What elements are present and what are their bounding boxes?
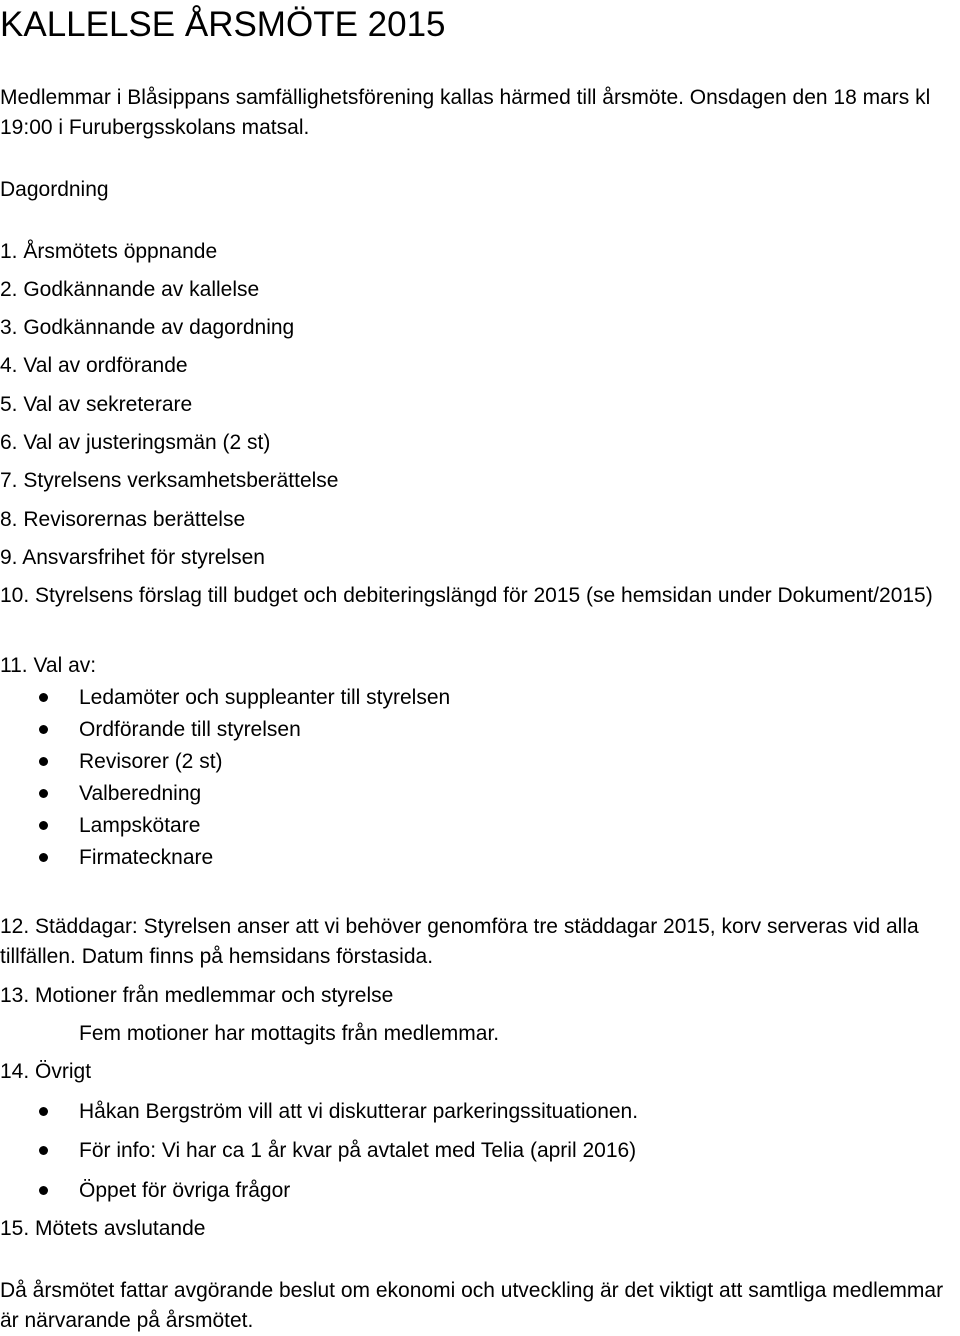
closing-paragraph: Då årsmötet fattar avgörande beslut om ekonomi och utveckling är det viktigt att samtliga medlemmar är närvarande på årsmötet. [0,1279,944,1332]
bullet-icon [39,853,48,862]
agenda-item-9: 9. Ansvarsfrihet för styrelsen [0,546,265,569]
agenda-item-2: 2. Godkännande av kallelse [0,278,260,301]
agenda-item-5: 5. Val av sekreterare [0,393,193,416]
agenda-item-14: 14. Övrigt [0,1060,92,1083]
agenda-item-10: 10. Styrelsens förslag till budget och debiteringslängd för 2015 (se hemsidan under Dokument/2015) [0,584,933,607]
agenda-item-4: 4. Val av ordförande [0,354,188,377]
agenda-heading: Dagordning [0,178,109,201]
bullet-icon [39,789,48,798]
agenda-item-8: 8. Revisorernas berättelse [0,508,246,531]
bullet-icon [39,821,48,830]
agenda-item-11: 11. Val av: [0,654,97,677]
agenda-item-15: 15. Mötets avslutande [0,1217,206,1240]
bullet-icon [39,1186,48,1195]
agenda-item-3: 3. Godkännande av dagordning [0,316,295,339]
bullet-icon [39,1146,48,1155]
bullet-icon [39,725,48,734]
agenda-item-6: 6. Val av justeringsmän (2 st) [0,431,271,454]
motions-note: Fem motioner har mottagits från medlemmar. [79,1022,500,1045]
agenda-item-1: 1. Årsmötets öppnande [0,240,218,263]
bullet-icon [39,757,48,766]
agenda-item-7: 7. Styrelsens verksamhetsberättelse [0,469,339,492]
agenda-item-13: 13. Motioner från medlemmar och styrelse [0,984,394,1007]
agenda-item-12: 12. Städdagar: Styrelsen anser att vi behöver genomföra tre städdagar 2015, korv serveras vid alla tillfällen. Datum finns på hemsidans förstasida. [0,915,919,968]
bullet-icon [39,1107,48,1116]
document-title: KALLELSE ÅRSMÖTE 2015 [0,5,446,44]
bullet-icon [39,693,48,702]
intro-paragraph: Medlemmar i Blåsippans samfällighetsförening kallas härmed till årsmöte. Onsdagen den 18 mars kl 19:00 i Furubergsskolans matsal. [0,86,931,139]
